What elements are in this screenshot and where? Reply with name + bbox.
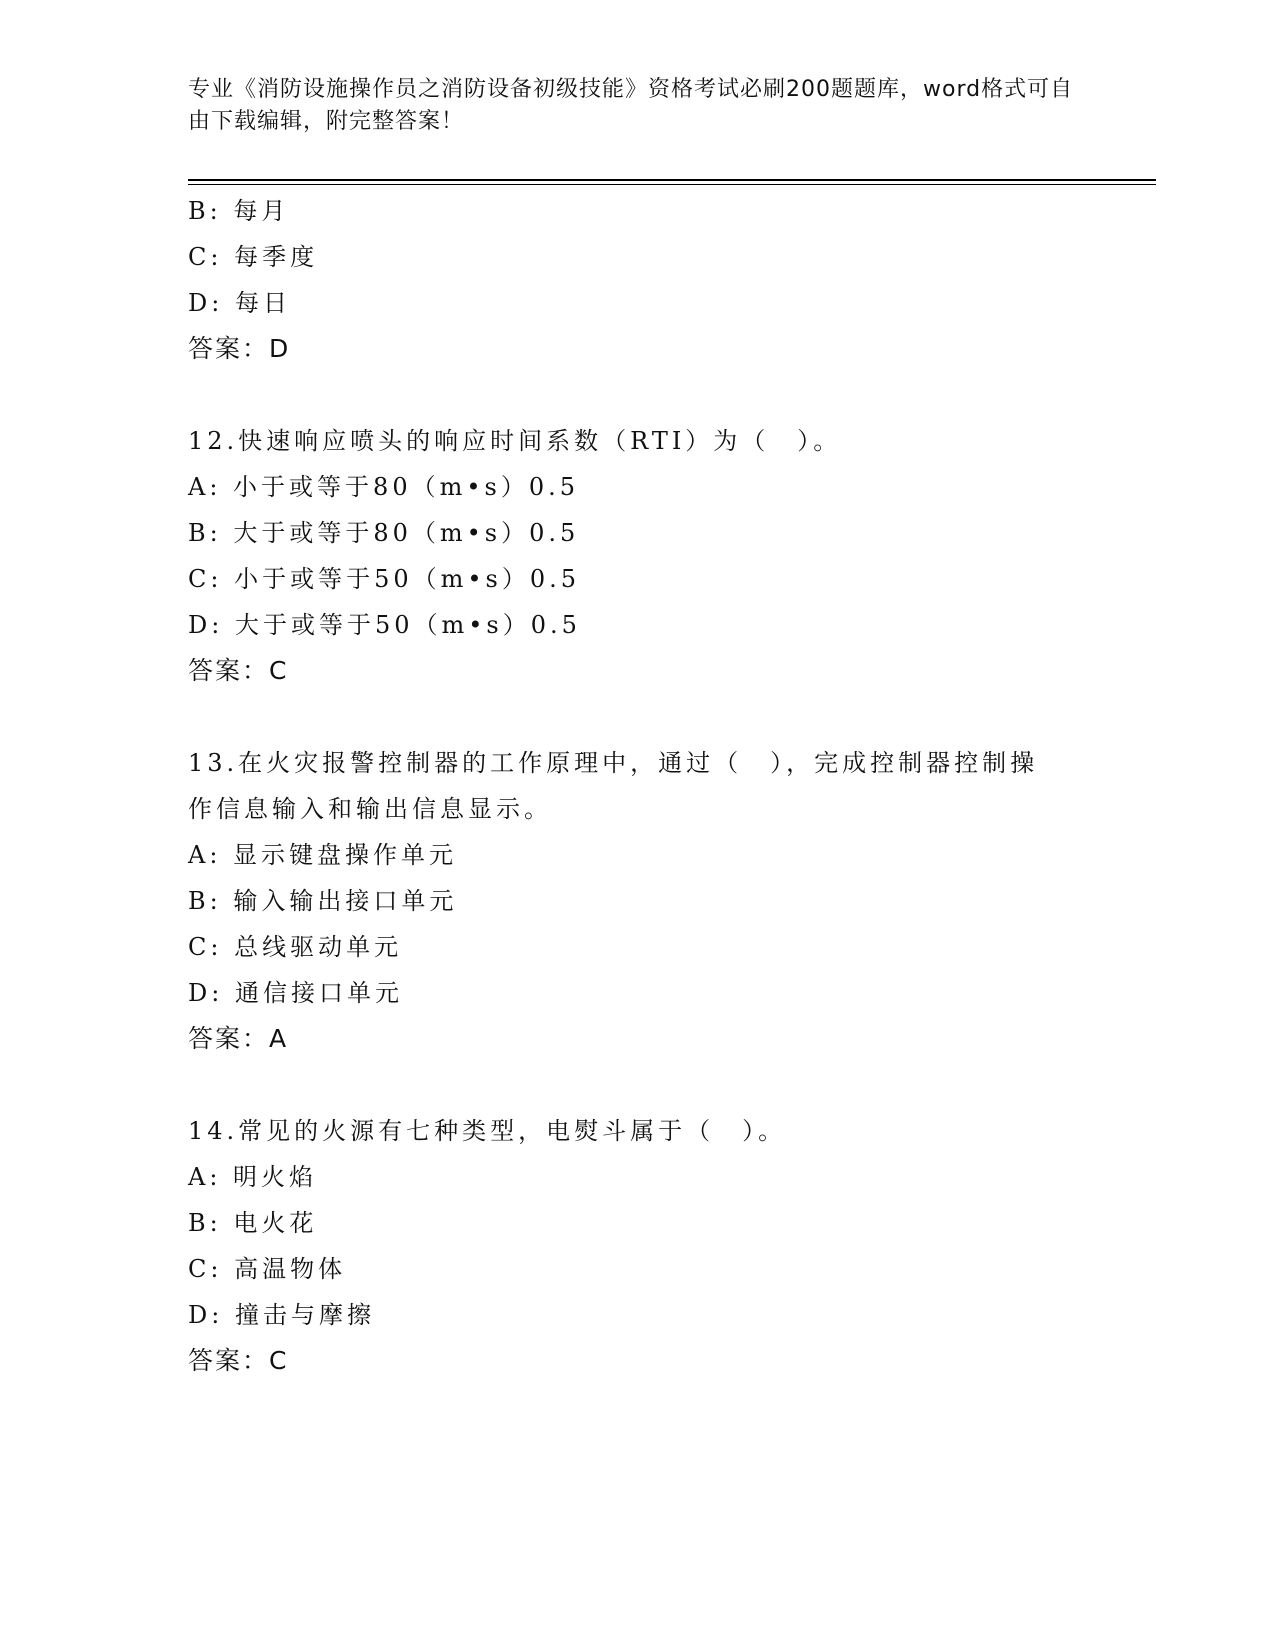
header-rule-thick bbox=[188, 179, 1156, 181]
spacer bbox=[188, 372, 1148, 418]
option-c: C: 每季度 bbox=[188, 243, 319, 271]
question-stem: 12.快速响应喷头的响应时间系数（RTI）为（ ）。 bbox=[188, 427, 842, 455]
header-rule-thin bbox=[188, 184, 1156, 185]
option-a: A: 明火焰 bbox=[188, 1163, 318, 1191]
option-b: B: 每月 bbox=[188, 197, 290, 225]
option-d: D: 通信接口单元 bbox=[188, 979, 403, 1007]
option-a: A: 显示键盘操作单元 bbox=[188, 841, 458, 869]
question-list bbox=[188, 188, 1148, 1384]
question-13 bbox=[188, 740, 1148, 1062]
previous-question-continuation bbox=[188, 188, 1148, 372]
option-b: B: 大于或等于80（m•s）0.5 bbox=[188, 519, 580, 547]
option-c: C: 总线驱动单元 bbox=[188, 933, 403, 961]
question-stem-continued: 作信息输入和输出信息显示。 bbox=[188, 795, 552, 823]
option-d: D: 每日 bbox=[188, 289, 291, 317]
answer-line: 答案：C bbox=[188, 1346, 289, 1375]
spacer bbox=[188, 1062, 1148, 1108]
option-c: C: 小于或等于50（m•s）0.5 bbox=[188, 565, 581, 593]
answer-line: 答案：C bbox=[188, 656, 289, 685]
spacer bbox=[188, 694, 1148, 740]
option-d: D: 大于或等于50（m•s）0.5 bbox=[188, 611, 581, 639]
option-c: C: 高温物体 bbox=[188, 1255, 347, 1283]
answer-line: 答案：A bbox=[188, 1024, 289, 1053]
option-d: D: 撞击与摩擦 bbox=[188, 1301, 375, 1329]
question-14 bbox=[188, 1108, 1148, 1384]
option-b: B: 输入输出接口单元 bbox=[188, 887, 458, 915]
question-12 bbox=[188, 418, 1148, 694]
document-header: 专业《消防设施操作员之消防设备初级技能》资格考试必刷200题题库，word格式可自由下载编辑，附完整答案！ bbox=[188, 77, 1074, 134]
option-a: A: 小于或等于80（m•s）0.5 bbox=[188, 473, 579, 501]
question-stem: 14.常见的火源有七种类型，电熨斗属于（ ）。 bbox=[188, 1117, 787, 1145]
question-stem: 13.在火灾报警控制器的工作原理中，通过（ ），完成控制器控制操 bbox=[188, 749, 1039, 777]
option-b: B: 电火花 bbox=[188, 1209, 318, 1237]
answer-line: 答案：D bbox=[188, 334, 291, 363]
